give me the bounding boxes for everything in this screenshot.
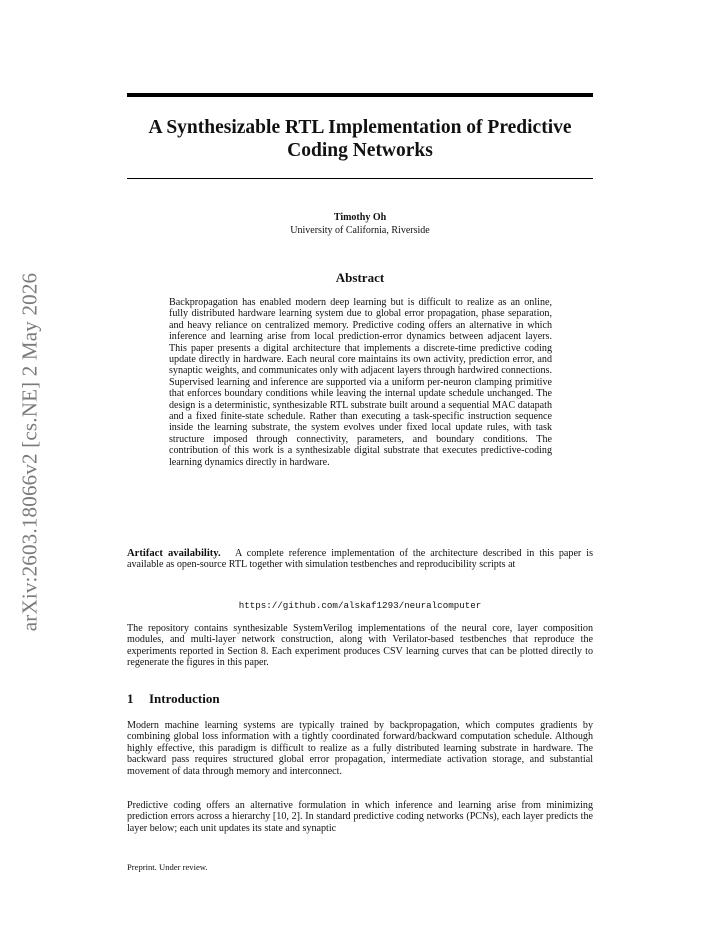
- intro-paragraph: Modern machine learning systems are typically trained by backpropagation, which computes gradients by combining global loss information with a tightly coordinated forward/backward computation schedule. Although highly effective, this paradigm is difficult to realize as a fully distributed learning substrate in hardware. The backward pass requires structured global error propagation, intermediate activation storage, and substantial movement of data through memory and interconnect.: [127, 720, 593, 777]
- page-footer: Preprint. Under review.: [127, 862, 208, 872]
- artifact-lead: Artifact availability.: [127, 548, 221, 559]
- author-block: [127, 211, 593, 237]
- arxiv-stamp-text: arXiv:2603.18066v2 [cs.NE] 2 May 2026: [17, 272, 42, 632]
- section-number: 1: [127, 691, 134, 706]
- paper-title: A Synthesizable RTL Implementation of Predictive Coding Networks: [148, 117, 572, 161]
- artifact-availability: [127, 548, 593, 571]
- abstract-body: Backpropagation has enabled modern deep learning but is difficult to realize as an online, fully distributed hardware learning system due to global error propagation, phase separation, and heavy reliance on centralized memory. Predictive coding offers an alternative in which inference and learning arise from local prediction-error dynamics between adjacent layers. This paper presents a digital architecture that implements a discrete-time predictive coding update directly in hardware. Each neural core maintains its own activity, prediction error, and synaptic weights, and communicates only with adjacent layers through hardwired connections. Supervised learning and inference are supported via a uniform per-neuron clamping primitive that enforces boundary conditions while leaving the internal update schedule unchanged. The design is a deterministic, synthesizable RTL substrate built around a sequential MAC datapath and a fixed finite-state schedule. Rather than executing a task-specific instruction sequence inside the learning substrate, the system evolves under fixed local update rules, with task structure imposed through connectivity, parameters, and boundary conditions. The contribution of this work is a synthesizable digital substrate that executes predictive-coding learning dynamics directly in hardware.: [169, 297, 552, 468]
- abstract-heading: Abstract: [335, 270, 385, 285]
- intro-paragraph: Predictive coding offers an alternative formulation in which inference and learning arise from minimizing prediction errors across a hierarchy [10, 2]. In standard predictive coding networks (PCNs), each layer predicts the layer below; each unit updates its state and synaptic: [127, 800, 593, 834]
- title-bottom-rule: [127, 178, 593, 179]
- title-top-rule: [127, 93, 593, 97]
- repository-description: The repository contains synthesizable SystemVerilog implementations of the neural core, layer composition modules, and multi-layer network construction, along with Verilator-based testbenches that reproduce the experiments reported in Section 8. Each experiment produces CSV learning curves that can be plotted directly to regenerate the figures in this paper.: [127, 623, 593, 669]
- arxiv-stamp: [10, 262, 50, 642]
- author-name: Timothy Oh: [333, 212, 387, 223]
- artifact-text: A complete reference implementation of the architecture described in this paper is available as open-source RTL together with simulation testbenches and reproducibility scripts at: [127, 548, 594, 571]
- repository-link[interactable]: https://github.com/alskaf1293/neuralcomputer: [238, 600, 482, 611]
- section-title: Introduction: [149, 691, 220, 706]
- section-heading: [127, 691, 593, 707]
- author-affiliation: University of California, Riverside: [290, 225, 430, 236]
